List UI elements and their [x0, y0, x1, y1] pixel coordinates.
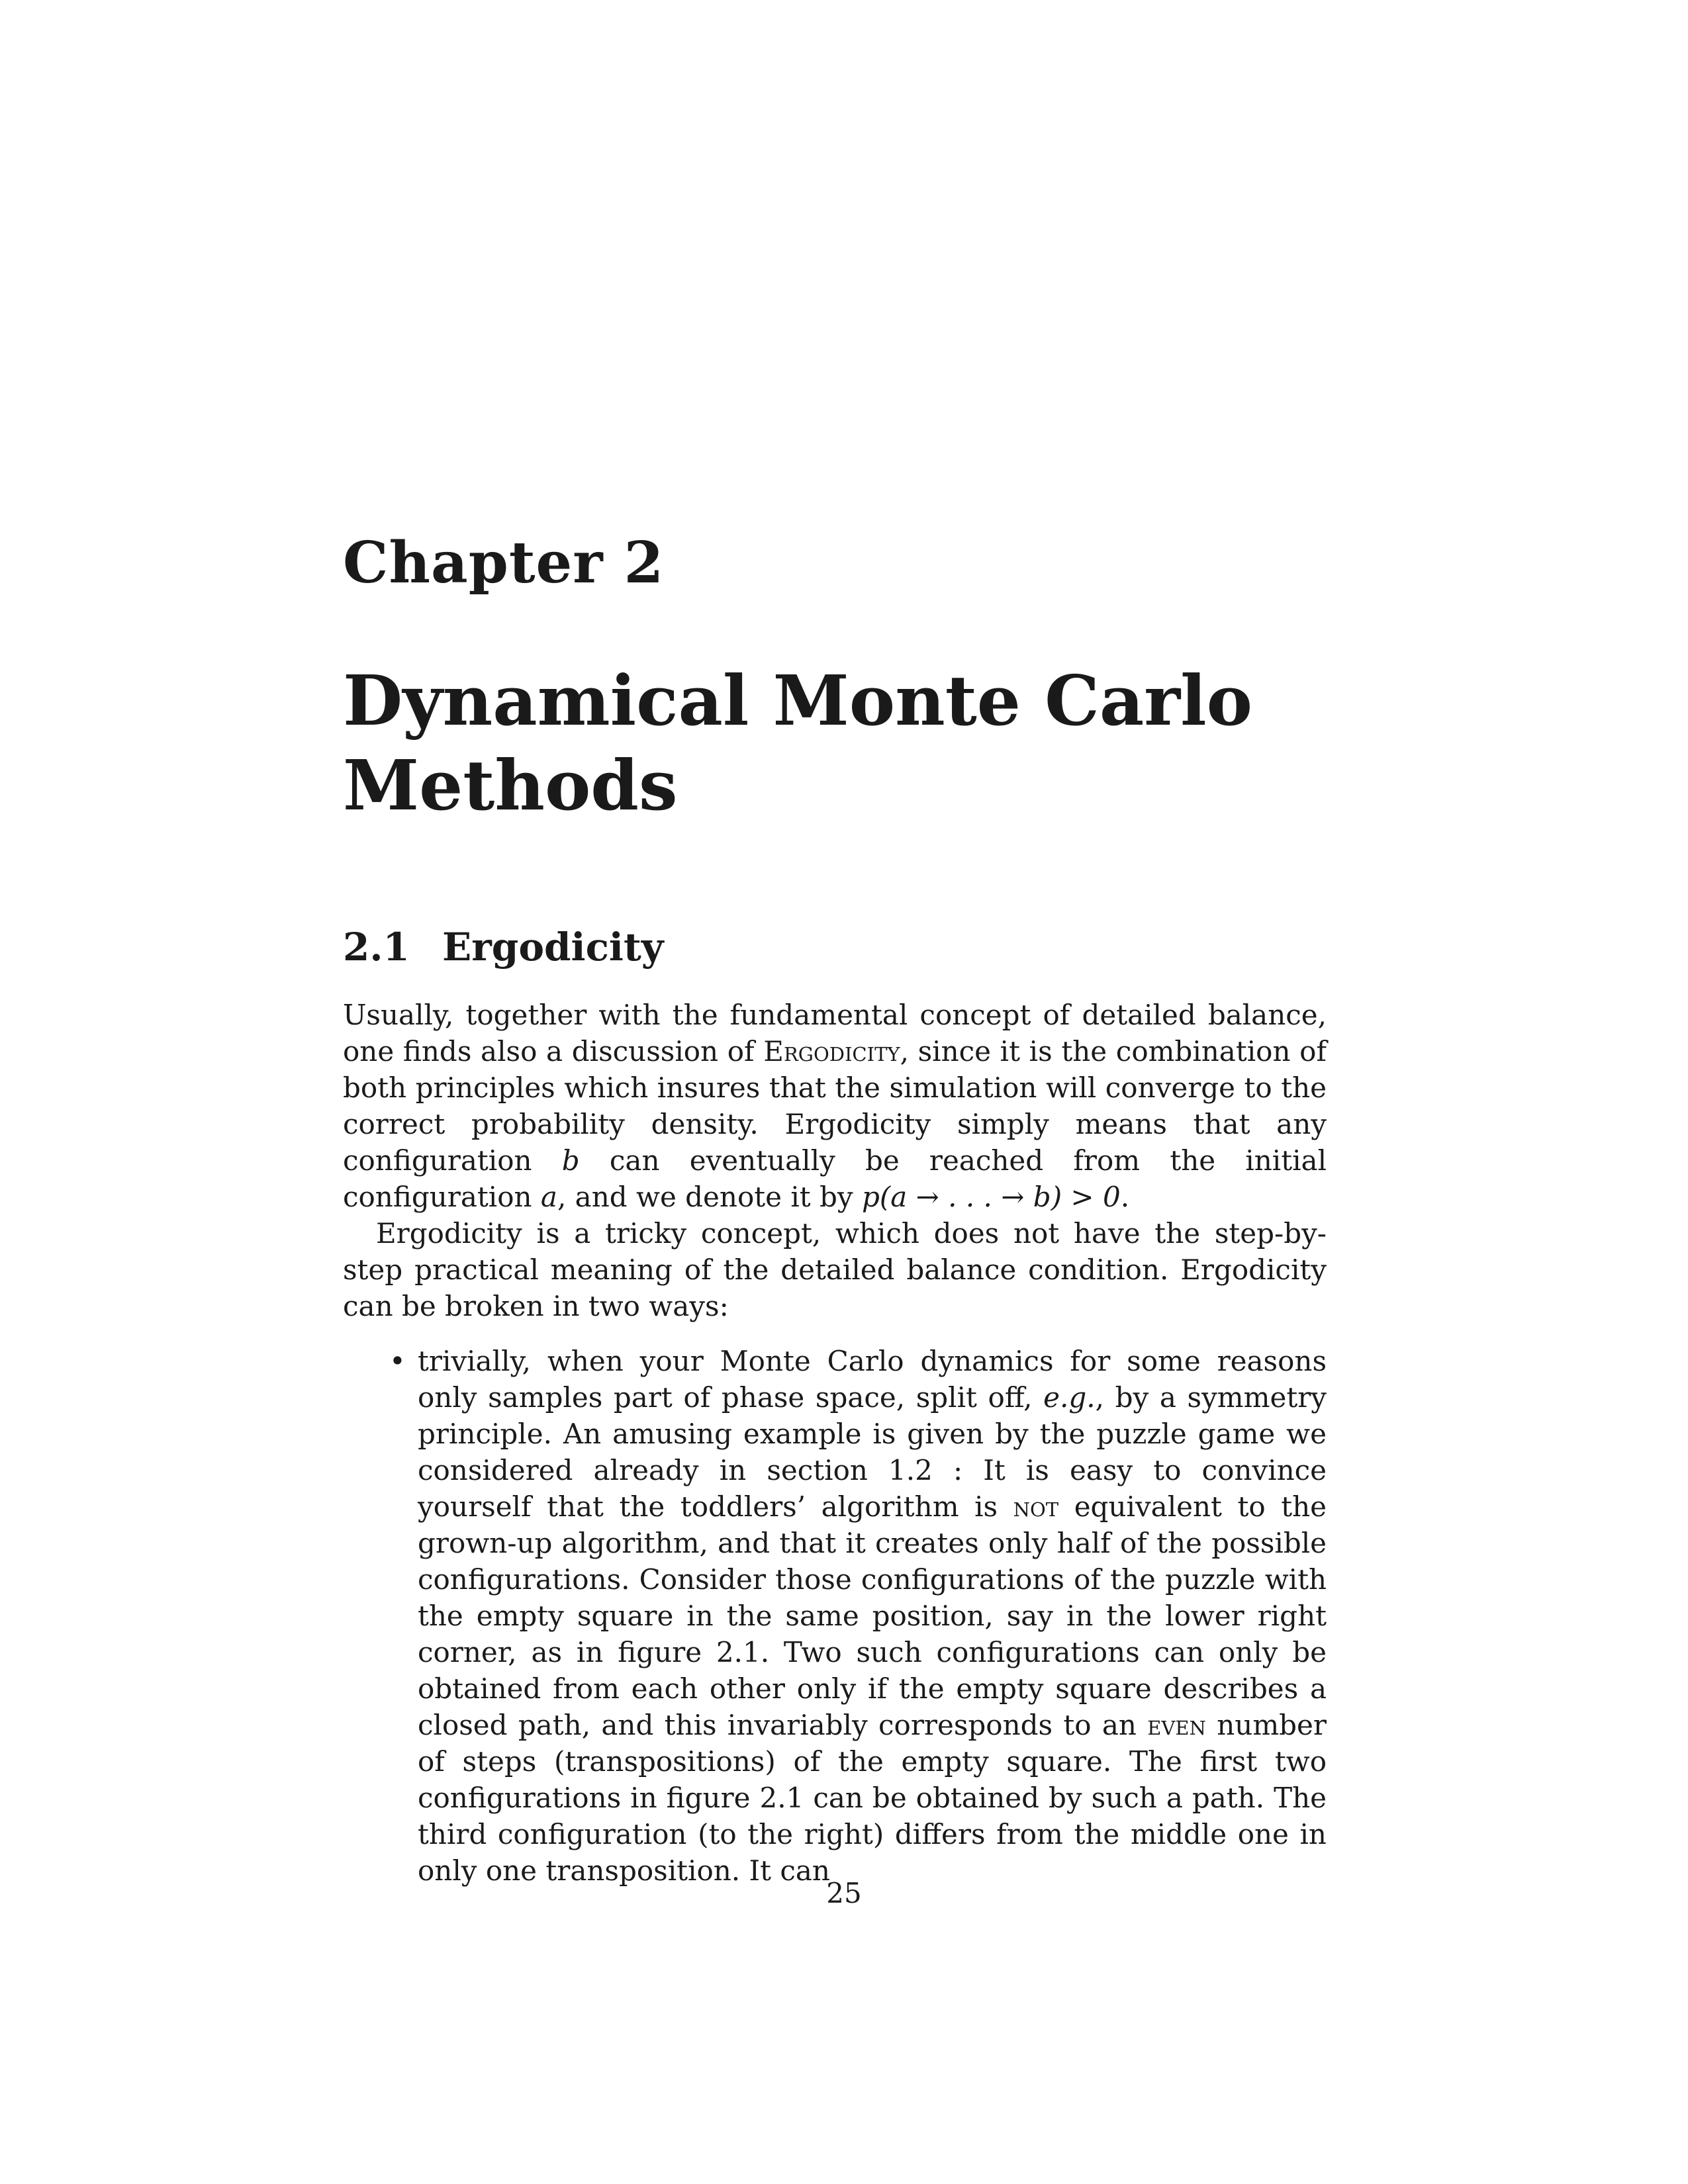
section-heading	[343, 925, 664, 970]
formula-ergodicity: p(a → . . . → b) > 0	[861, 1181, 1121, 1213]
bullet-icon: •	[389, 1345, 406, 1377]
term-even: even	[1147, 1709, 1206, 1741]
chapter-label: Chapter 2	[343, 529, 665, 596]
paragraph-ergodicity-tricky: Ergodicity is a tricky concept, which does not have the step-by-step practical meaning of the detailed balance condition. Ergodicity can be broken in two ways:	[343, 1217, 1327, 1322]
paragraph-ergodicity-definition	[343, 997, 1327, 1215]
paragraph-1-text-2: , since it is the combination of both principles which insures that the simulation will converge to the correct probability density. Ergodicity simply means that any configuration	[343, 1035, 1327, 1177]
bullet-list	[343, 1343, 1327, 1889]
paragraph-1-text-4: , and we denote it by	[557, 1181, 862, 1213]
page-number: 25	[826, 1877, 862, 1909]
chapter-title-line-1: Dynamical Monte Carlo	[343, 660, 1252, 741]
chapter-title-line-2: Methods	[343, 745, 678, 826]
list-item	[343, 1343, 1327, 1889]
chapter-title	[343, 659, 1468, 828]
bullet-1-text-2: , by a symmetry principle. An amusing example is given by the puzzle game we considered already in section 1.2 : It is easy to convince yourself that the toddlers’ algorithm is	[418, 1381, 1327, 1523]
term-ergodicity: Ergodicity	[763, 1035, 900, 1068]
bullet-1-text-3: equivalent to the grown-up algorithm, and that it creates only half of the possible configurations. Consider those configurations of the puzzle with the empty square in the same position, say in the lower right corner, as in figure 2.1. Two such configurations can only be obtained from each other only if the empty square describes a closed path, and this invariably corresponds to an	[418, 1490, 1327, 1741]
emphasis-eg: e.g.	[1043, 1381, 1096, 1414]
bullet-1-text-1: trivially, when your Monte Carlo dynamics for some reasons only samples part of phase space, split off,	[418, 1345, 1327, 1414]
body-text	[343, 997, 1327, 1889]
variable-a: a	[540, 1181, 557, 1213]
section-number: 2.1	[343, 925, 410, 970]
paragraph-1-text-3: can eventually be reached from the initial configuration	[343, 1144, 1327, 1213]
variable-b: b	[561, 1144, 580, 1177]
paragraph-1-text-5: .	[1120, 1181, 1130, 1213]
paragraph-1-text-1: Usually, together with the fundamental concept of detailed balance, one finds also a discussion of	[343, 999, 1327, 1068]
bullet-1-text-4: number of steps (transpositions) of the empty square. The first two configurations in figure 2.1 can be obtained by such a path. The third configuration (to the right) differs from the middle one in only one transposition. It can	[418, 1709, 1327, 1887]
section-title: Ergodicity	[442, 925, 664, 970]
term-not: not	[1013, 1490, 1059, 1523]
